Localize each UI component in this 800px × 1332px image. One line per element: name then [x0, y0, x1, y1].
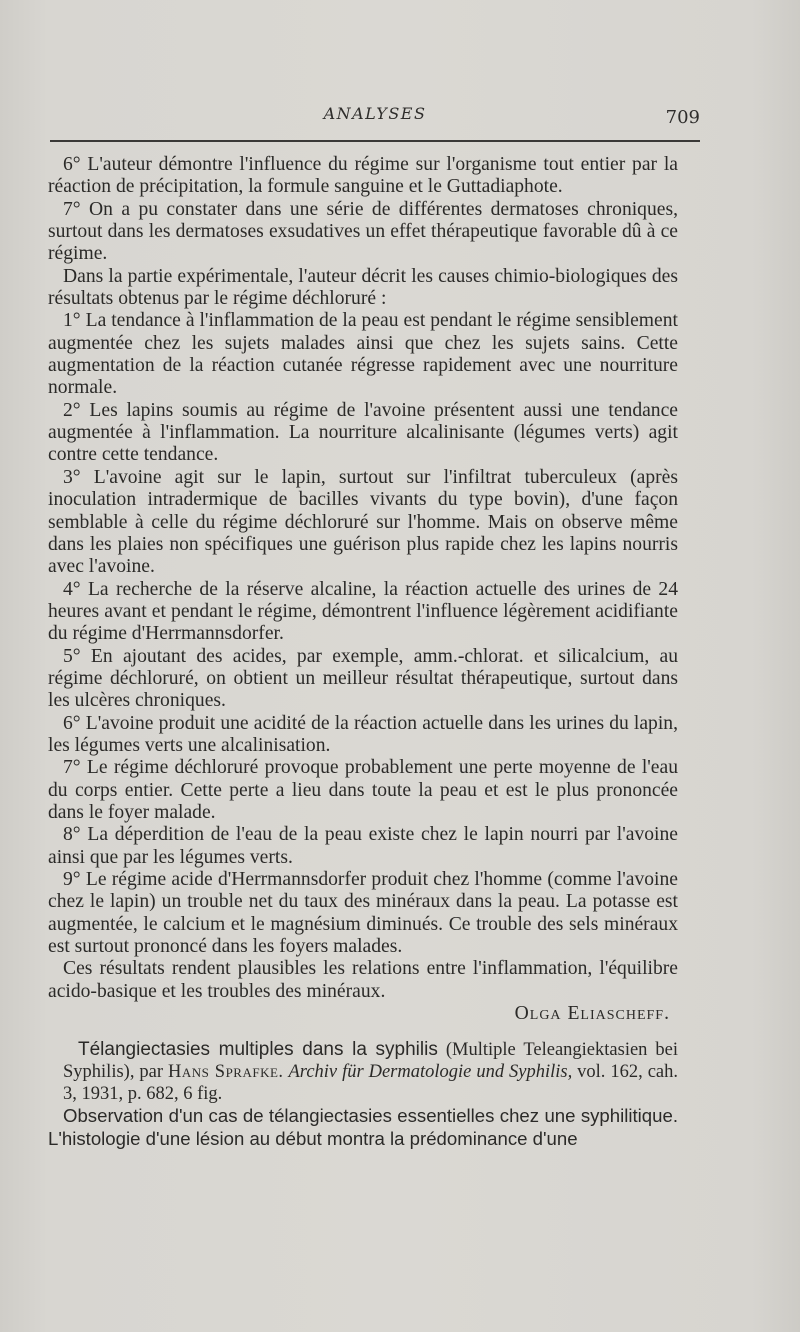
- paragraph: 1° La tendance à l'inflammation de la peau est pendant le régime sensiblement augmentée chez les sujets malades ainsi que chez les sujets sains. Cette augmentation de la réaction cutanée régresse rapidement avec une nourriture normale.: [48, 310, 678, 399]
- reference-details: vol. 162, cah. 3, 1931, p. 682, 6 fig.: [63, 1062, 679, 1105]
- bibliographic-reference: [48, 1039, 678, 1105]
- header-rule: [50, 140, 700, 142]
- paragraph: 6° L'avoine produit une acidité de la réaction actuelle dans les urines du lapin, les légumes verts une alcalinisation.: [48, 712, 678, 756]
- page-header: [50, 104, 700, 134]
- page-number: 709: [665, 107, 700, 128]
- paragraph: Dans la partie expérimentale, l'auteur décrit les causes chimio-biologiques des résultats obtenus par le régime déchloruré :: [48, 265, 678, 310]
- reference-title: Télangiectasies multiples dans la syphilis: [78, 1039, 438, 1061]
- paragraph: 3° L'avoine agit sur le lapin, surtout sur l'infiltrat tuberculeux (après inoculation intradermique de bacilles vivants du type bovin), d'une façon semblable à celle du régime déchloruré sur l'homme. Mais on observe même dans les plaies non spécifiques une guérison plus rapide chez les lapins nourris avec l'avoine.: [48, 466, 678, 578]
- article-body: [48, 154, 678, 1150]
- paragraph: 5° En ajoutant des acides, par exemple, amm.-chlorat. et silicalcium, au régime déchloruré, on obtient un meilleur résultat thérapeutique, surtout dans les ulcères chroniques.: [48, 645, 678, 712]
- paragraph: 2° Les lapins soumis au régime de l'avoine présentent aussi une tendance augmentée à l'inflammation. La nourriture alcalinisante (légumes verts) agit contre cette tendance.: [48, 399, 678, 466]
- paragraph: 6° L'auteur démontre l'influence du régime sur l'organisme tout entier par la réaction de précipitation, la formule sanguine et le Guttadiaphote.: [48, 154, 678, 198]
- paragraph: 9° Le régime acide d'Herrmannsdorfer produit chez l'homme (comme l'avoine chez le lapin) un trouble net du taux des minéraux dans la peau. La potasse est augmentée, le calcium et le magnésium diminués. Ce trouble des sels minéraux est surtout prononcé dans les foyers malades.: [48, 869, 678, 958]
- author-signature: Olga Eliascheff.: [514, 1003, 670, 1025]
- paragraph: 7° Le régime déchloruré provoque probablement une perte moyenne de l'eau du corps entier. Cette perte a lieu dans toute la peau et est le plus prononcée dans le foyer malade.: [48, 757, 678, 823]
- reference-author: Hans Sprafke.: [167, 1062, 284, 1083]
- reference-original-title: (Multiple Teleangiektasien bei Syphilis), par: [63, 1040, 679, 1083]
- paragraph: 4° La recherche de la réserve alcaline, la réaction actuelle des urines de 24 heures avant et pendant le régime, démontrent l'influence légèrement acidifiante du régime d'Herrmannsdorfer.: [48, 578, 678, 645]
- section-gap: [48, 1025, 678, 1039]
- reference-journal: Archiv für Dermatologie und Syphilis,: [288, 1062, 573, 1083]
- paragraph: 7° On a pu constater dans une série de différentes dermatoses chroniques, surtout dans les dermatoses exsudatives un effet thérapeutique favorable dû à ce régime.: [48, 198, 678, 265]
- paragraph: Ces résultats rendent plausibles les relations entre l'inflammation, l'équilibre acido-basique et les troubles des minéraux.: [48, 958, 678, 1002]
- running-title: ANALYSES: [323, 104, 427, 123]
- paragraph: 8° La déperdition de l'eau de la peau existe chez le lapin nourri par l'avoine ainsi que par les légumes verts.: [48, 824, 678, 868]
- observation-paragraph: Observation d'un cas de télangiectasies essentielles chez une syphilitique. L'histologie d'une lésion au début montra la prédominance d'une: [48, 1105, 678, 1149]
